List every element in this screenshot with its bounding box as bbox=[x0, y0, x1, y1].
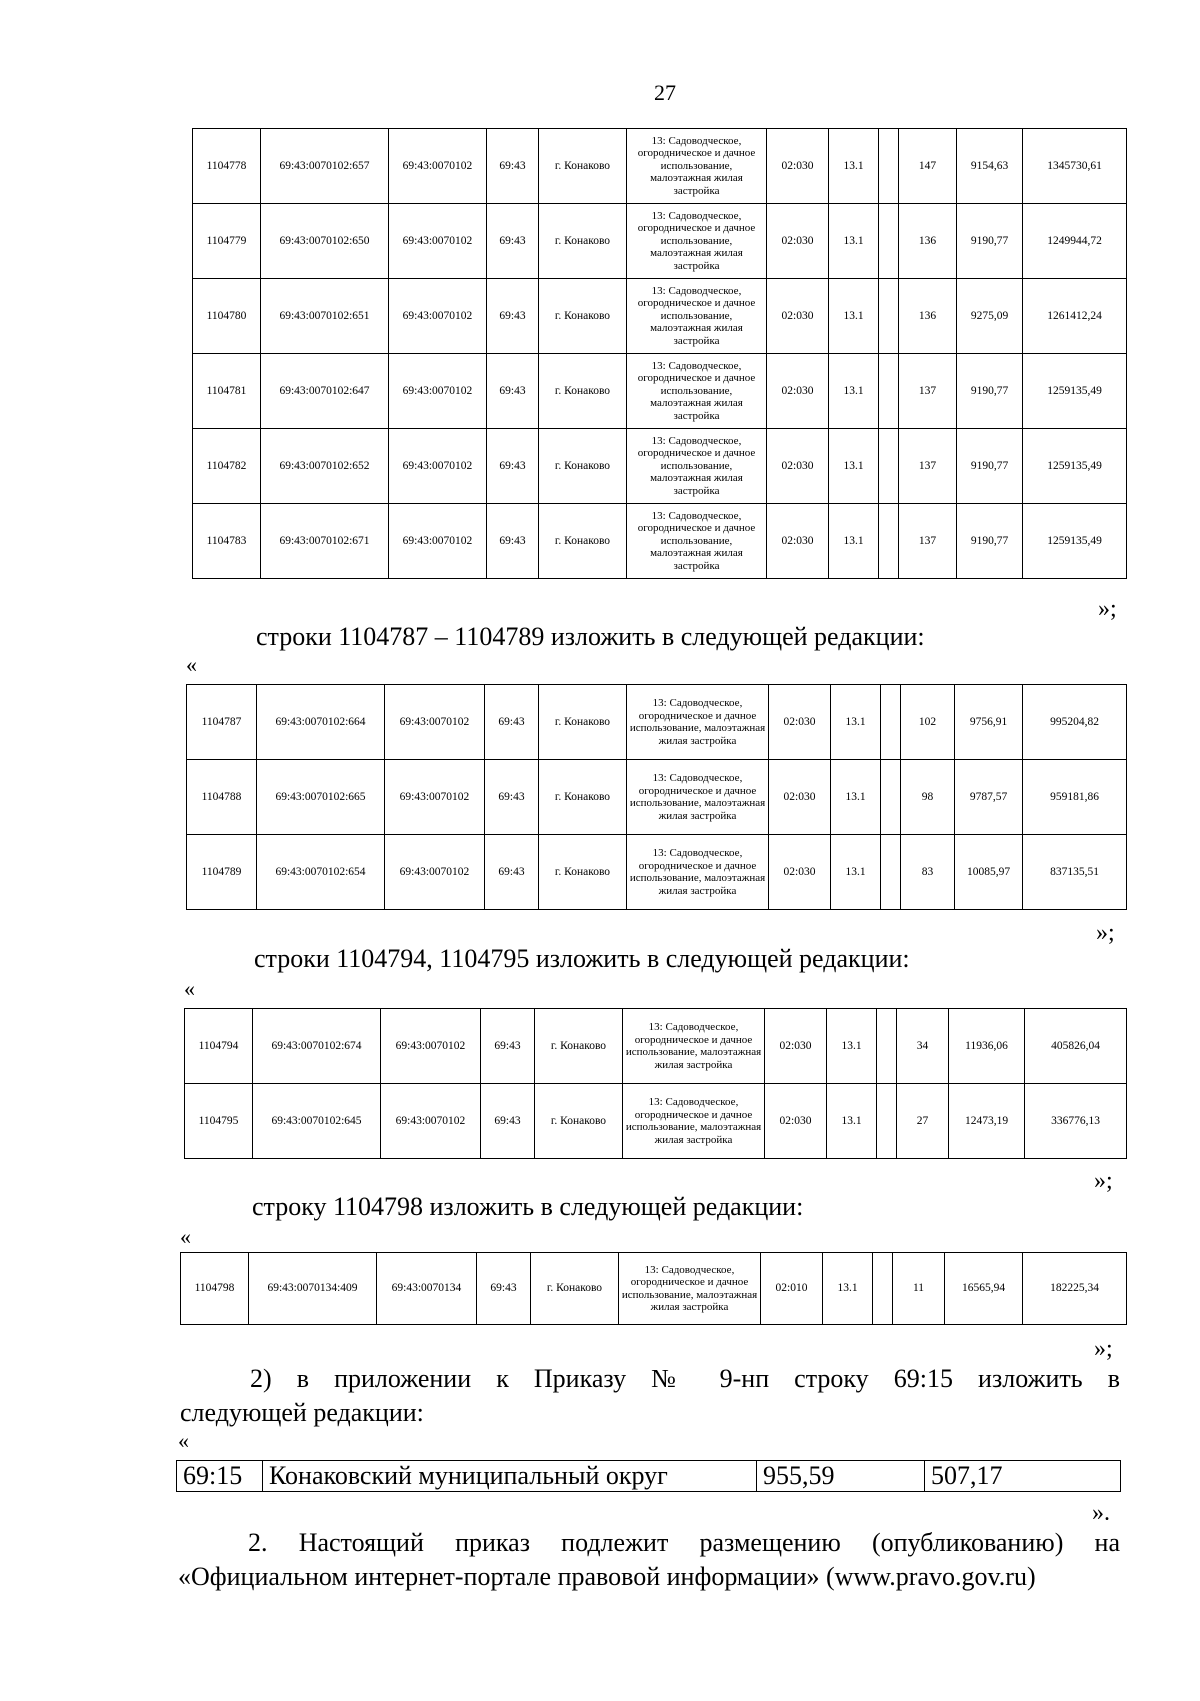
table-cell: 69:43:0070102 bbox=[385, 835, 485, 910]
table-cell: 69:43:0070102 bbox=[389, 279, 487, 354]
table-cell: 1104778 bbox=[193, 129, 261, 204]
close-quote-1: »; bbox=[1098, 596, 1117, 622]
table-cell: 02:010 bbox=[761, 1253, 823, 1325]
close-quote-3: »; bbox=[1094, 1168, 1113, 1194]
open-quote-5: « bbox=[178, 1428, 189, 1453]
close-quote-5: ». bbox=[1092, 1500, 1110, 1526]
table-cell: 02:030 bbox=[767, 429, 829, 504]
table-cell: 69:43:0070102:665 bbox=[257, 760, 385, 835]
table-cell: 13: Садоводческое, огородническое и дачное использование, малоэтажная жилая застройка bbox=[627, 279, 767, 354]
table-cell: 13.1 bbox=[829, 354, 879, 429]
table-row bbox=[187, 835, 1127, 910]
table-cell: г. Конаково bbox=[539, 354, 627, 429]
table-cell: 1104788 bbox=[187, 760, 257, 835]
table-cell: 13.1 bbox=[829, 129, 879, 204]
table-cell: 1104780 bbox=[193, 279, 261, 354]
registry-table-2 bbox=[186, 684, 1127, 910]
table-cell: 1104779 bbox=[193, 204, 261, 279]
table-cell: 69:43 bbox=[487, 204, 539, 279]
table-row bbox=[187, 685, 1127, 760]
table-cell: 136 bbox=[899, 204, 957, 279]
table-cell: 02:030 bbox=[767, 204, 829, 279]
table-cell: г. Конаково bbox=[539, 760, 627, 835]
table-cell: 69:43 bbox=[481, 1009, 535, 1084]
table-cell: 69:43:0070102:650 bbox=[261, 204, 389, 279]
paragraph-2-line-1: 2. Настоящий приказ подлежит размещению (опубликованию) на bbox=[248, 1528, 1120, 1557]
table-cell: 1104782 bbox=[193, 429, 261, 504]
table-cell: 69:43:0070102:674 bbox=[253, 1009, 381, 1084]
table-cell: 405826,04 bbox=[1025, 1009, 1127, 1084]
table-cell: 69:43 bbox=[481, 1084, 535, 1159]
table-cell: 13: Садоводческое, огородническое и дачное использование, малоэтажная жилая застройка bbox=[627, 835, 769, 910]
table-cell bbox=[879, 129, 899, 204]
municipality-table bbox=[176, 1460, 1121, 1492]
table-cell bbox=[879, 204, 899, 279]
table-cell: 69:43:0070102 bbox=[389, 354, 487, 429]
table-cell: 69:43:0070102 bbox=[389, 429, 487, 504]
table-cell: 13.1 bbox=[827, 1084, 877, 1159]
table-cell: 83 bbox=[901, 835, 955, 910]
table-cell: 1104783 bbox=[193, 504, 261, 579]
table-cell: 13.1 bbox=[829, 204, 879, 279]
municipality-value-1: 955,59 bbox=[757, 1461, 925, 1492]
table-cell: 837135,51 bbox=[1023, 835, 1127, 910]
table-cell: 13.1 bbox=[829, 429, 879, 504]
table-cell bbox=[877, 1084, 897, 1159]
table-cell: 13: Садоводческое, огородническое и дачное использование, малоэтажная жилая застройка bbox=[627, 204, 767, 279]
table-cell: 69:43 bbox=[487, 429, 539, 504]
table-cell: 34 bbox=[897, 1009, 949, 1084]
table-cell: 27 bbox=[897, 1084, 949, 1159]
table-cell: 1261412,24 bbox=[1023, 279, 1127, 354]
table-cell: 69:43:0070102 bbox=[381, 1009, 481, 1084]
table-cell: 69:43:0070102:652 bbox=[261, 429, 389, 504]
municipality-code: 69:15 bbox=[177, 1461, 263, 1492]
table-cell: 1104789 bbox=[187, 835, 257, 910]
table-cell: 1104787 bbox=[187, 685, 257, 760]
table-cell: 13.1 bbox=[831, 760, 881, 835]
table-cell: 98 bbox=[901, 760, 955, 835]
table-cell: 02:030 bbox=[767, 279, 829, 354]
table-cell: 69:43:0070102 bbox=[381, 1084, 481, 1159]
table-cell: г. Конаково bbox=[539, 685, 627, 760]
table-cell: 102 bbox=[901, 685, 955, 760]
table-cell: 69:43 bbox=[487, 279, 539, 354]
registry-table-3-body bbox=[185, 1009, 1127, 1159]
table-cell: 11 bbox=[893, 1253, 945, 1325]
table-cell: 137 bbox=[899, 429, 957, 504]
table-cell: 13: Садоводческое, огородническое и дачное использование, малоэтажная жилая застройка bbox=[619, 1253, 761, 1325]
table-cell bbox=[881, 760, 901, 835]
table-cell: 9154,63 bbox=[957, 129, 1023, 204]
table-cell: 1259135,49 bbox=[1023, 429, 1127, 504]
table-cell bbox=[877, 1009, 897, 1084]
paragraph-2-line-2: «Официальном интернет-портале правовой информации» (www.pravo.gov.ru) bbox=[178, 1562, 1036, 1591]
table-cell: 13.1 bbox=[823, 1253, 873, 1325]
table-row bbox=[193, 204, 1127, 279]
table-row bbox=[193, 279, 1127, 354]
table-cell: 02:030 bbox=[769, 760, 831, 835]
table-cell: 02:030 bbox=[767, 129, 829, 204]
table-cell: 02:030 bbox=[769, 835, 831, 910]
table-cell: 69:43:0070102:651 bbox=[261, 279, 389, 354]
table-cell: 12473,19 bbox=[949, 1084, 1025, 1159]
table-cell: 69:43 bbox=[487, 129, 539, 204]
item-2-line-1: 2) в приложении к Приказу № 9-нп строку 69:15 изложить в bbox=[250, 1364, 1120, 1393]
open-quote-2: « bbox=[186, 652, 197, 677]
table-cell: 13: Садоводческое, огородническое и дачное использование, малоэтажная жилая застройка bbox=[627, 685, 769, 760]
table-cell: 69:43 bbox=[485, 835, 539, 910]
table-cell: 1104781 bbox=[193, 354, 261, 429]
table-cell: 137 bbox=[899, 504, 957, 579]
close-quote-4: »; bbox=[1094, 1336, 1113, 1362]
table-cell: 1104794 bbox=[185, 1009, 253, 1084]
table-cell: 02:030 bbox=[767, 354, 829, 429]
table-cell bbox=[879, 279, 899, 354]
table-cell: 13: Садоводческое, огородническое и дачное использование, малоэтажная жилая застройка bbox=[623, 1084, 765, 1159]
table-cell: 69:43:0070102 bbox=[389, 504, 487, 579]
registry-table-2-body bbox=[187, 685, 1127, 910]
section-heading-2: строки 1104787 – 1104789 изложить в следующей редакции: bbox=[256, 622, 925, 651]
table-row bbox=[193, 354, 1127, 429]
table-cell: 11936,06 bbox=[949, 1009, 1025, 1084]
table-row bbox=[187, 760, 1127, 835]
table-cell: 1104798 bbox=[181, 1253, 249, 1325]
table-cell: 69:43:0070102 bbox=[389, 204, 487, 279]
table-cell: г. Конаково bbox=[539, 835, 627, 910]
table-cell: 69:43:0070134 bbox=[377, 1253, 477, 1325]
table-cell: 13: Садоводческое, огородническое и дачное использование, малоэтажная жилая застройка bbox=[627, 504, 767, 579]
table-cell: 69:43:0070134:409 bbox=[249, 1253, 377, 1325]
table-cell: 13.1 bbox=[827, 1009, 877, 1084]
table-cell: г. Конаково bbox=[531, 1253, 619, 1325]
table-cell: г. Конаково bbox=[539, 204, 627, 279]
table-cell: 02:030 bbox=[765, 1009, 827, 1084]
table-cell: 13.1 bbox=[829, 279, 879, 354]
table-cell: 02:030 bbox=[767, 504, 829, 579]
table-cell: 1259135,49 bbox=[1023, 354, 1127, 429]
registry-table-4-body bbox=[181, 1253, 1127, 1325]
table-cell: 9275,09 bbox=[957, 279, 1023, 354]
table-cell: 69:43 bbox=[487, 354, 539, 429]
table-cell: 182225,34 bbox=[1023, 1253, 1127, 1325]
table-cell: 02:030 bbox=[769, 685, 831, 760]
table-cell: 9190,77 bbox=[957, 429, 1023, 504]
table-cell: 9787,57 bbox=[955, 760, 1023, 835]
table-row bbox=[193, 129, 1127, 204]
table-cell: г. Конаково bbox=[535, 1009, 623, 1084]
table-cell: 02:030 bbox=[765, 1084, 827, 1159]
table-cell: 69:43 bbox=[485, 760, 539, 835]
table-cell: 1345730,61 bbox=[1023, 129, 1127, 204]
table-cell: 1249944,72 bbox=[1023, 204, 1127, 279]
registry-table-3 bbox=[184, 1008, 1127, 1159]
table-cell: 137 bbox=[899, 354, 957, 429]
table-cell: 69:43 bbox=[485, 685, 539, 760]
municipality-row bbox=[177, 1461, 1121, 1492]
registry-table-4 bbox=[180, 1252, 1127, 1325]
table-cell: 995204,82 bbox=[1023, 685, 1127, 760]
section-heading-3: строки 1104794, 1104795 изложить в следующей редакции: bbox=[254, 944, 910, 973]
table-cell: 9190,77 bbox=[957, 504, 1023, 579]
table-cell: 69:43:0070102:664 bbox=[257, 685, 385, 760]
municipality-value-2: 507,17 bbox=[925, 1461, 1121, 1492]
table-row bbox=[185, 1009, 1127, 1084]
registry-table-1-body bbox=[193, 129, 1127, 579]
table-cell: 69:43:0070102 bbox=[385, 760, 485, 835]
table-cell: 13: Садоводческое, огородническое и дачное использование, малоэтажная жилая застройка bbox=[627, 354, 767, 429]
table-cell: 69:43:0070102:647 bbox=[261, 354, 389, 429]
table-cell: 69:43:0070102 bbox=[389, 129, 487, 204]
table-cell: 69:43:0070102:657 bbox=[261, 129, 389, 204]
table-row bbox=[193, 429, 1127, 504]
table-cell bbox=[879, 504, 899, 579]
close-quote-2: »; bbox=[1096, 920, 1115, 946]
table-cell bbox=[881, 835, 901, 910]
table-cell: 13: Садоводческое, огородническое и дачное использование, малоэтажная жилая застройка bbox=[627, 760, 769, 835]
registry-table-1 bbox=[192, 128, 1127, 579]
table-cell: г. Конаково bbox=[539, 429, 627, 504]
item-2-line-2: следующей редакции: bbox=[180, 1398, 424, 1427]
table-row bbox=[181, 1253, 1127, 1325]
section-heading-4: строку 1104798 изложить в следующей редакции: bbox=[252, 1192, 804, 1221]
table-cell: 13: Садоводческое, огородническое и дачное использование, малоэтажная жилая застройка bbox=[623, 1009, 765, 1084]
table-cell: 69:43 bbox=[487, 504, 539, 579]
table-cell: 69:43:0070102:645 bbox=[253, 1084, 381, 1159]
table-cell bbox=[873, 1253, 893, 1325]
table-cell: 10085,97 bbox=[955, 835, 1023, 910]
municipality-name: Конаковский муниципальный округ bbox=[263, 1461, 757, 1492]
table-cell: 1104795 bbox=[185, 1084, 253, 1159]
table-cell: г. Конаково bbox=[539, 279, 627, 354]
table-cell: 336776,13 bbox=[1025, 1084, 1127, 1159]
table-row bbox=[185, 1084, 1127, 1159]
table-cell bbox=[879, 429, 899, 504]
table-cell: 959181,86 bbox=[1023, 760, 1127, 835]
table-cell: г. Конаково bbox=[539, 129, 627, 204]
open-quote-4: « bbox=[180, 1224, 191, 1249]
table-cell bbox=[879, 354, 899, 429]
table-cell: 147 bbox=[899, 129, 957, 204]
table-cell: 16565,94 bbox=[945, 1253, 1023, 1325]
open-quote-3: « bbox=[184, 976, 195, 1001]
table-cell: 9190,77 bbox=[957, 204, 1023, 279]
table-cell: 13.1 bbox=[831, 685, 881, 760]
table-cell: 13: Садоводческое, огородническое и дачное использование, малоэтажная жилая застройка bbox=[627, 129, 767, 204]
table-cell: 13: Садоводческое, огородническое и дачное использование, малоэтажная жилая застройка bbox=[627, 429, 767, 504]
table-cell: 9190,77 bbox=[957, 354, 1023, 429]
page-number: 27 bbox=[654, 80, 676, 105]
table-cell: 13.1 bbox=[831, 835, 881, 910]
table-cell: 69:43 bbox=[477, 1253, 531, 1325]
table-cell: 13.1 bbox=[829, 504, 879, 579]
table-cell: 1259135,49 bbox=[1023, 504, 1127, 579]
table-row bbox=[193, 504, 1127, 579]
table-cell: г. Конаково bbox=[535, 1084, 623, 1159]
table-cell bbox=[881, 685, 901, 760]
table-cell: 136 bbox=[899, 279, 957, 354]
table-cell: 9756,91 bbox=[955, 685, 1023, 760]
table-cell: 69:43:0070102:654 bbox=[257, 835, 385, 910]
table-cell: 69:43:0070102:671 bbox=[261, 504, 389, 579]
table-cell: 69:43:0070102 bbox=[385, 685, 485, 760]
table-cell: г. Конаково bbox=[539, 504, 627, 579]
